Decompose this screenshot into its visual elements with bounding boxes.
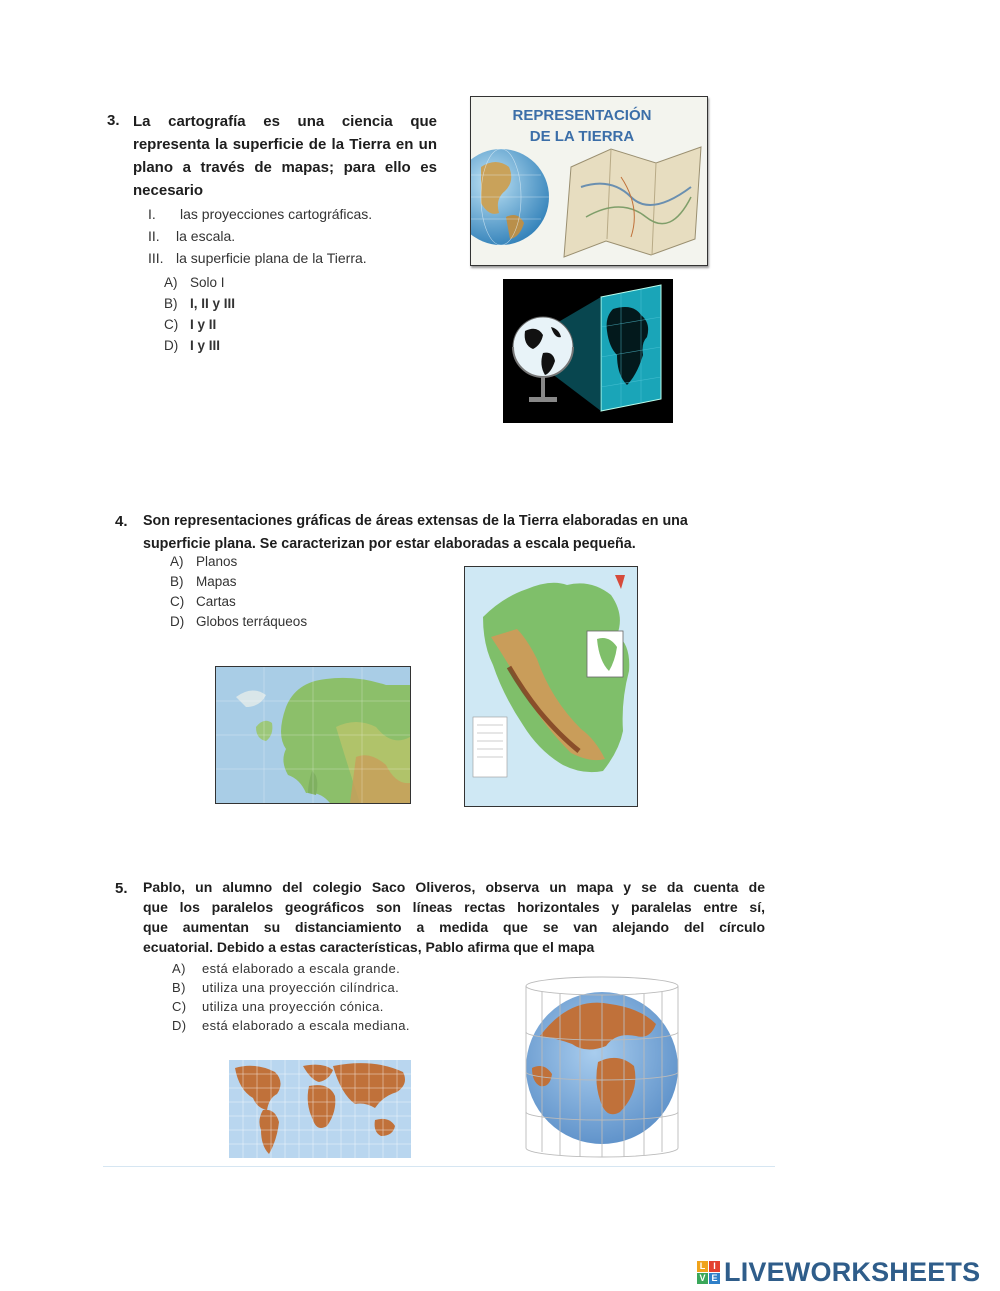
logo-letter: L [697, 1261, 708, 1272]
q3-statement [148, 247, 372, 269]
image-caption-line1: REPRESENTACIÓN [512, 107, 652, 124]
q3-stem-line: necesario [133, 182, 204, 199]
separator-line [103, 1166, 775, 1167]
globe-cylinder-image [520, 972, 684, 1158]
statement-text: la escala. [176, 228, 236, 244]
q3-options [164, 272, 235, 356]
cylindrical-world-map-image [229, 1060, 411, 1158]
q5-option-a[interactable] [172, 959, 410, 978]
q3-option-d[interactable] [164, 335, 235, 356]
q4-stem-line: superficie plana. Se caracterizan por estar elaboradas a escala pequeña. [143, 536, 636, 552]
brand-name: LIVEWORKSHEETS [724, 1257, 981, 1287]
option-text: Cartas [196, 594, 236, 609]
q4-number: 4. [115, 513, 128, 530]
statement-number: III. [148, 250, 164, 266]
option-text: I y III [190, 338, 221, 353]
option-text: está elaborado a escala mediana. [202, 1018, 410, 1033]
q5-option-c[interactable] [172, 997, 410, 1016]
q3-option-b[interactable] [164, 293, 235, 314]
option-letter: A) [172, 961, 186, 976]
q5-stem-line: que los paralelos geográficos son líneas rectas horizontales y paralelas entre sí, [143, 899, 765, 915]
q3-statement [148, 203, 372, 225]
q3-statements [148, 203, 372, 269]
logo-mark-icon [697, 1261, 720, 1284]
option-letter: D) [172, 1018, 187, 1033]
statement-text: la superficie plana de la Tierra. [176, 250, 367, 266]
q5-options [172, 959, 410, 1035]
option-letter: A) [170, 554, 184, 569]
q3-number: 3. [107, 112, 120, 129]
image-caption-line2: DE LA TIERRA [529, 128, 635, 145]
option-letter: C) [170, 594, 185, 609]
q4-options [170, 552, 307, 632]
option-text: utiliza una proyección cilíndrica. [202, 980, 400, 995]
option-text: I, II y III [190, 296, 236, 311]
option-letter: D) [170, 614, 185, 629]
q3-stem-line: representa la superficie de la Tierra en un [133, 136, 437, 153]
logo-letter: I [709, 1261, 720, 1272]
logo-letter: V [697, 1273, 708, 1284]
q5-stem [143, 877, 765, 957]
option-text: utiliza una proyección cónica. [202, 999, 384, 1014]
option-letter: A) [164, 275, 178, 290]
option-letter: C) [172, 999, 187, 1014]
globe-projection-image [503, 279, 673, 423]
q4-option-b[interactable] [170, 572, 307, 592]
peru-map-image [464, 566, 638, 807]
q5-stem-line: ecuatorial. Debido a estas características, Pablo afirma que el mapa [143, 939, 595, 955]
option-letter: B) [170, 574, 184, 589]
option-letter: C) [164, 317, 179, 332]
option-letter: B) [172, 980, 186, 995]
option-text: Globos terráqueos [196, 614, 308, 629]
option-text: Planos [196, 554, 238, 569]
statement-text: las proyecciones cartográficas. [180, 206, 373, 222]
q5-number: 5. [115, 880, 128, 897]
q4-option-a[interactable] [170, 552, 307, 572]
q4-stem [143, 510, 733, 556]
q3-option-a[interactable] [164, 272, 235, 293]
q3-stem [133, 110, 437, 202]
q5-stem-line: Pablo, un alumno del colegio Saco Oliveros, observa un mapa y se da cuenta de [143, 879, 765, 895]
option-letter: D) [164, 338, 179, 353]
q3-stem-line: La cartografía es una ciencia que [133, 113, 437, 130]
q4-option-d[interactable] [170, 612, 307, 632]
logo-letter: E [709, 1273, 720, 1284]
q4-stem-line: Son representaciones gráficas de áreas extensas de la Tierra elaboradas en una [143, 513, 688, 529]
option-text: Mapas [196, 574, 237, 589]
earth-representation-image [470, 96, 708, 266]
q3-statement [148, 225, 372, 247]
option-letter: B) [164, 296, 178, 311]
q5-option-d[interactable] [172, 1016, 410, 1035]
option-text: I y II [190, 317, 217, 332]
liveworksheets-logo [697, 1257, 980, 1288]
option-text: está elaborado a escala grande. [202, 961, 401, 976]
statement-number: I. [148, 206, 156, 222]
q5-stem-line: que aumentan su distanciamiento a medida que se van alejando del círculo [143, 919, 765, 935]
statement-number: II. [148, 228, 160, 244]
q4-option-c[interactable] [170, 592, 307, 612]
q5-option-b[interactable] [172, 978, 410, 997]
q3-stem-line: plano a través de mapas; para ello es [133, 159, 437, 176]
option-text: Solo I [190, 275, 225, 290]
q3-option-c[interactable] [164, 314, 235, 335]
europe-map-image [215, 666, 411, 804]
